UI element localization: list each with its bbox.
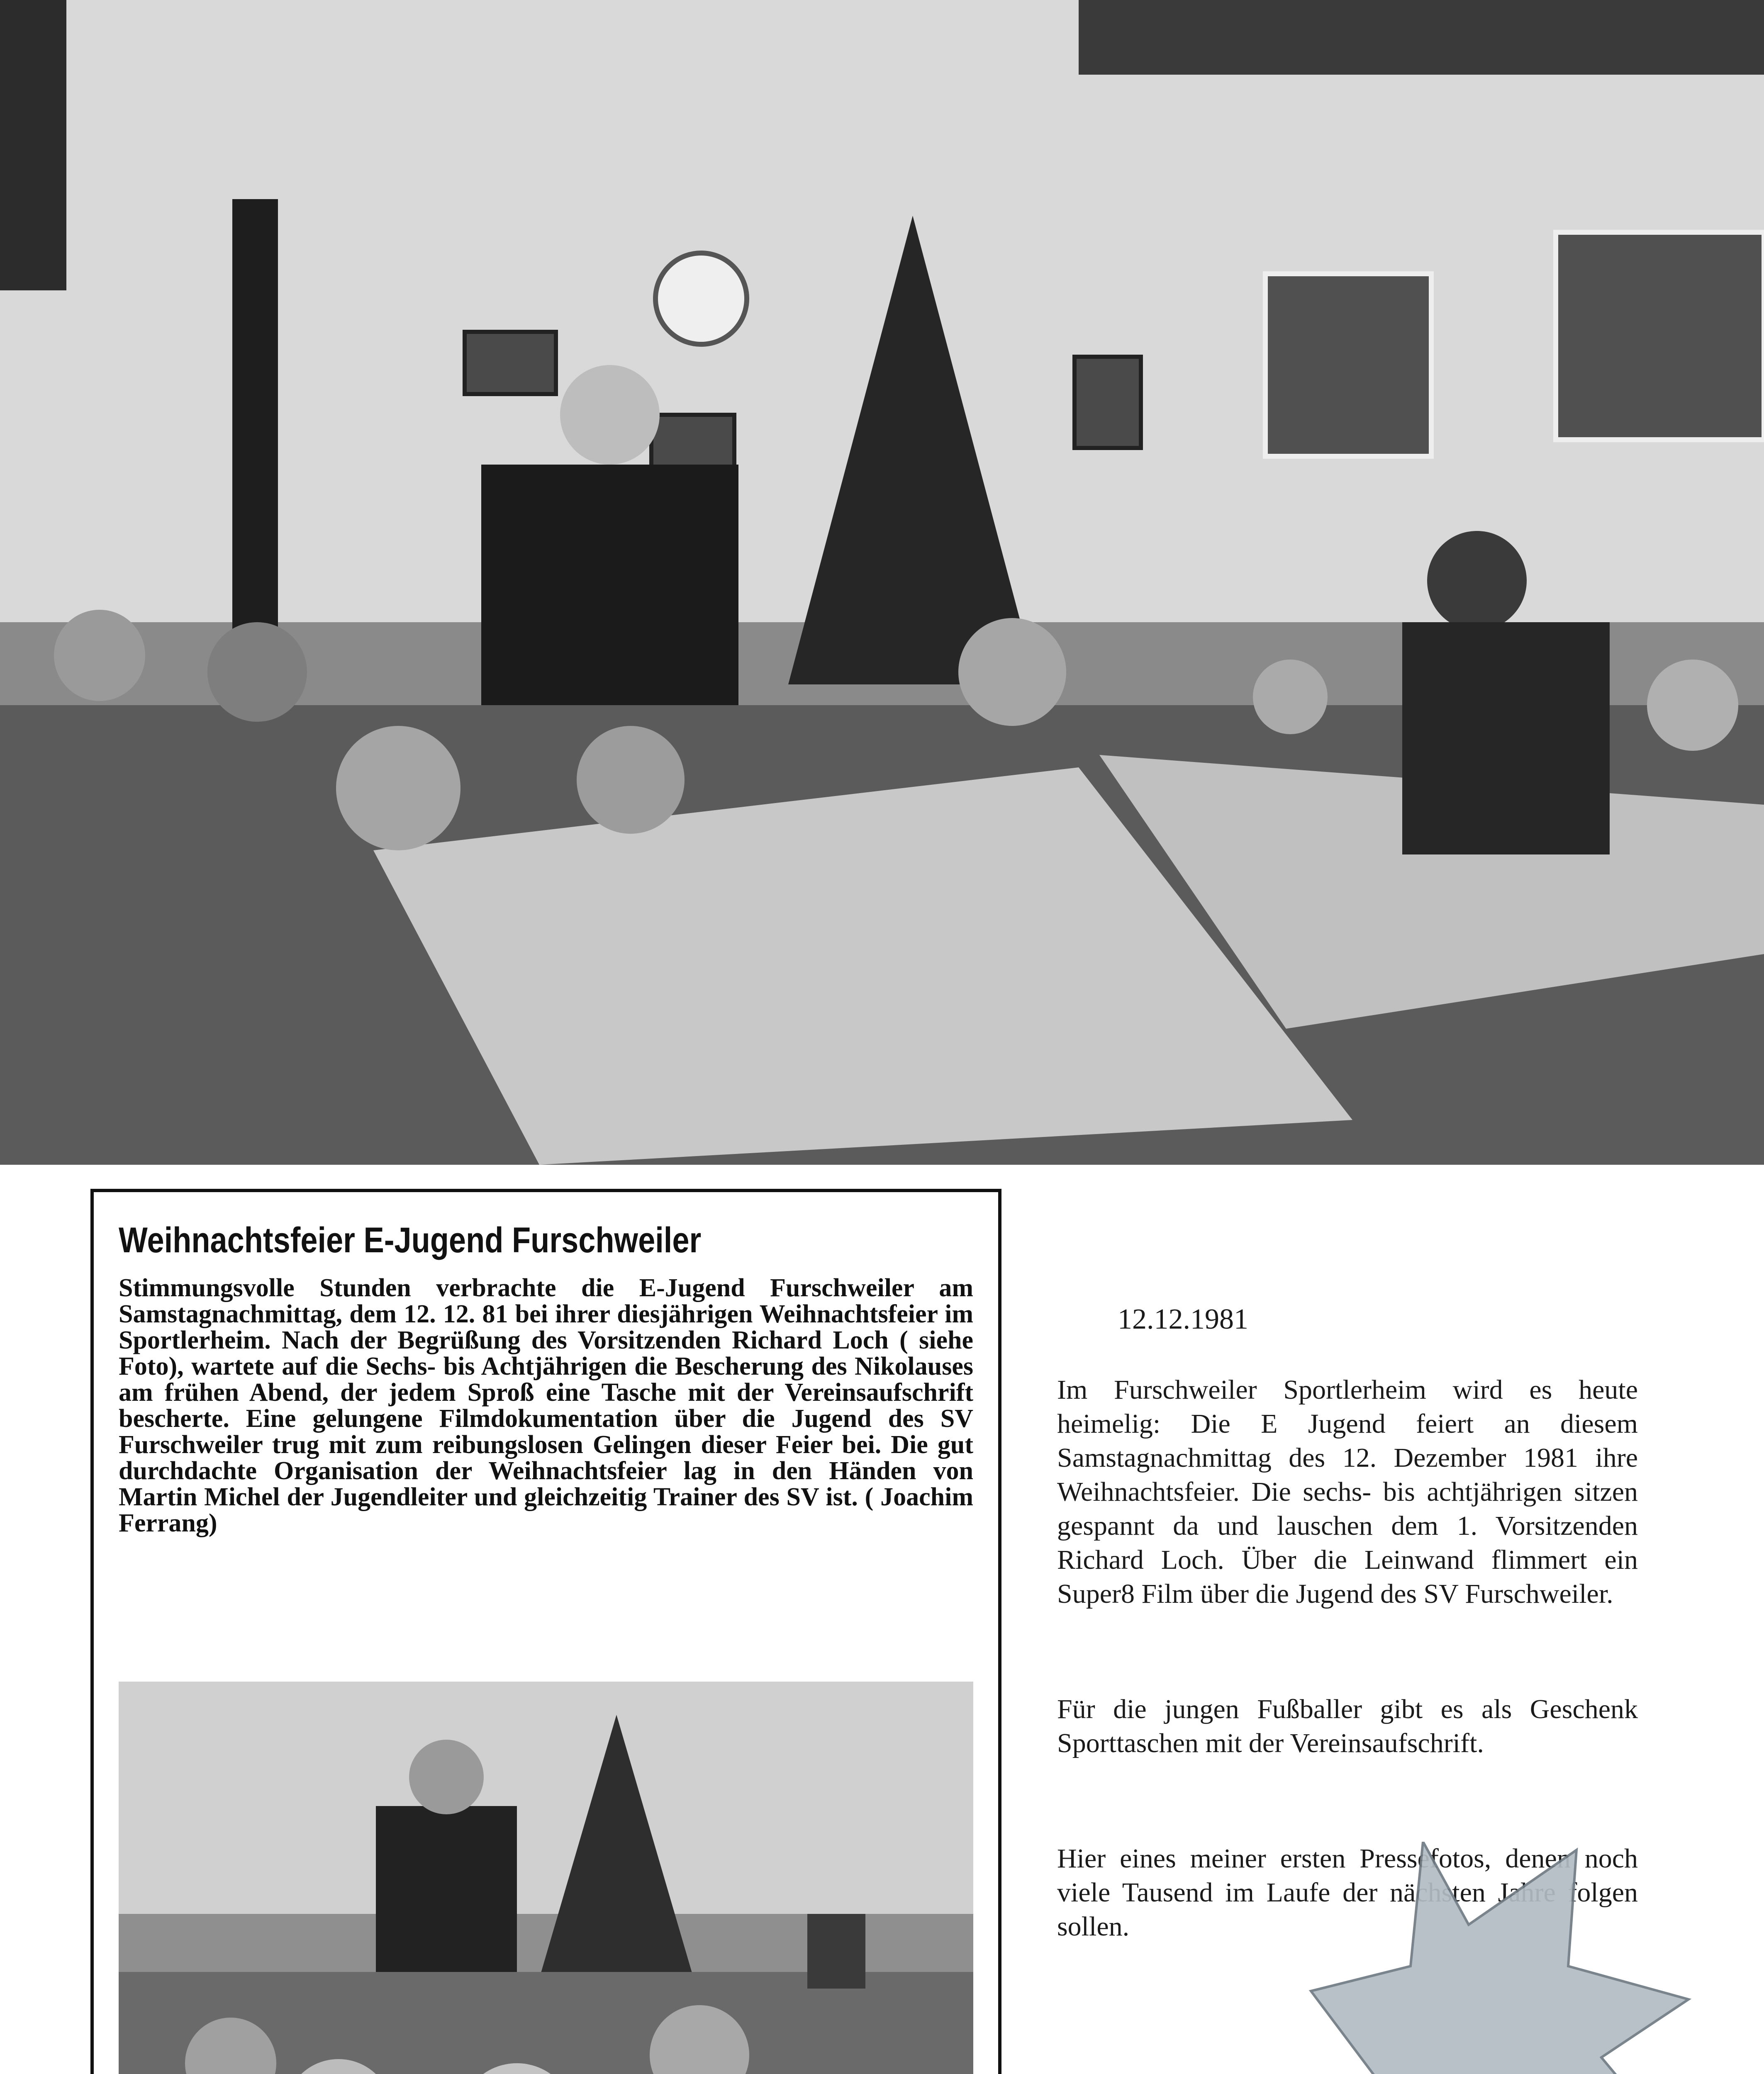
- commentary-paragraph-3: Hier eines meiner ersten Pressefotos, denen noch viele Tausend im Laufe der nächsten Jahre folgen sollen.: [1057, 1843, 1638, 1942]
- commentary-paragraph-2: Für die jungen Fußballer gibt es als Geschenk Sporttaschen mit der Vereinsaufschrift.: [1057, 1694, 1638, 1758]
- newspaper-clipping: [90, 1189, 1001, 2074]
- commentary-paragraph-1: Im Furschweiler Sportlerheim wird es heute heimelig: Die E Jugend feiert an diesem Samstagnachmittag des 12. Dezember 1981 ihre Weihnachtsfeier. Die sechs- bis achtjährigen sitzen gespannt da und lauschen dem 1. Vorsitzenden Richard Loch. Über die Leinwand flimmert ein Super8 Film über die Jugend des SV Furschweiler.: [1057, 1375, 1638, 1609]
- date-line: 12.12.1981: [1118, 1303, 1248, 1335]
- clipping-headline: Weihnachtsfeier E-Jugend Furschweiler: [119, 1220, 702, 1260]
- star-decoration: [1303, 1842, 1693, 2074]
- clipping-photo: [119, 1682, 973, 2074]
- clipping-article-text: Stimmungsvolle Stunden verbrachte die E-Jugend Furschweiler am Samstagnachmittag, dem 12. 12. 81 bei ihrer diesjährigen Weihnachtsfeier im Sportlerheim. Nach der Begrüßung des Vorsitzenden Richard Loch ( siehe Foto), wartete auf die Sechs- bis Achtjährigen die Bescherung des Nikolauses am frühen Abend, der jedem Sproß eine Tasche mit der Vereinsaufschrift bescherte. Eine gelungene Filmdokumentation über die Jugend des SV Furschweiler trug mit zum reibungslosen Gelingen dieser Feier bei. Die gut durchdachte Organisation der Weihnachtsfeier lag in den Händen von Martin Michel der Jugendleiter und gleichzeitig Trainer des SV ist. ( Joachim Ferrang): [119, 1274, 973, 1537]
